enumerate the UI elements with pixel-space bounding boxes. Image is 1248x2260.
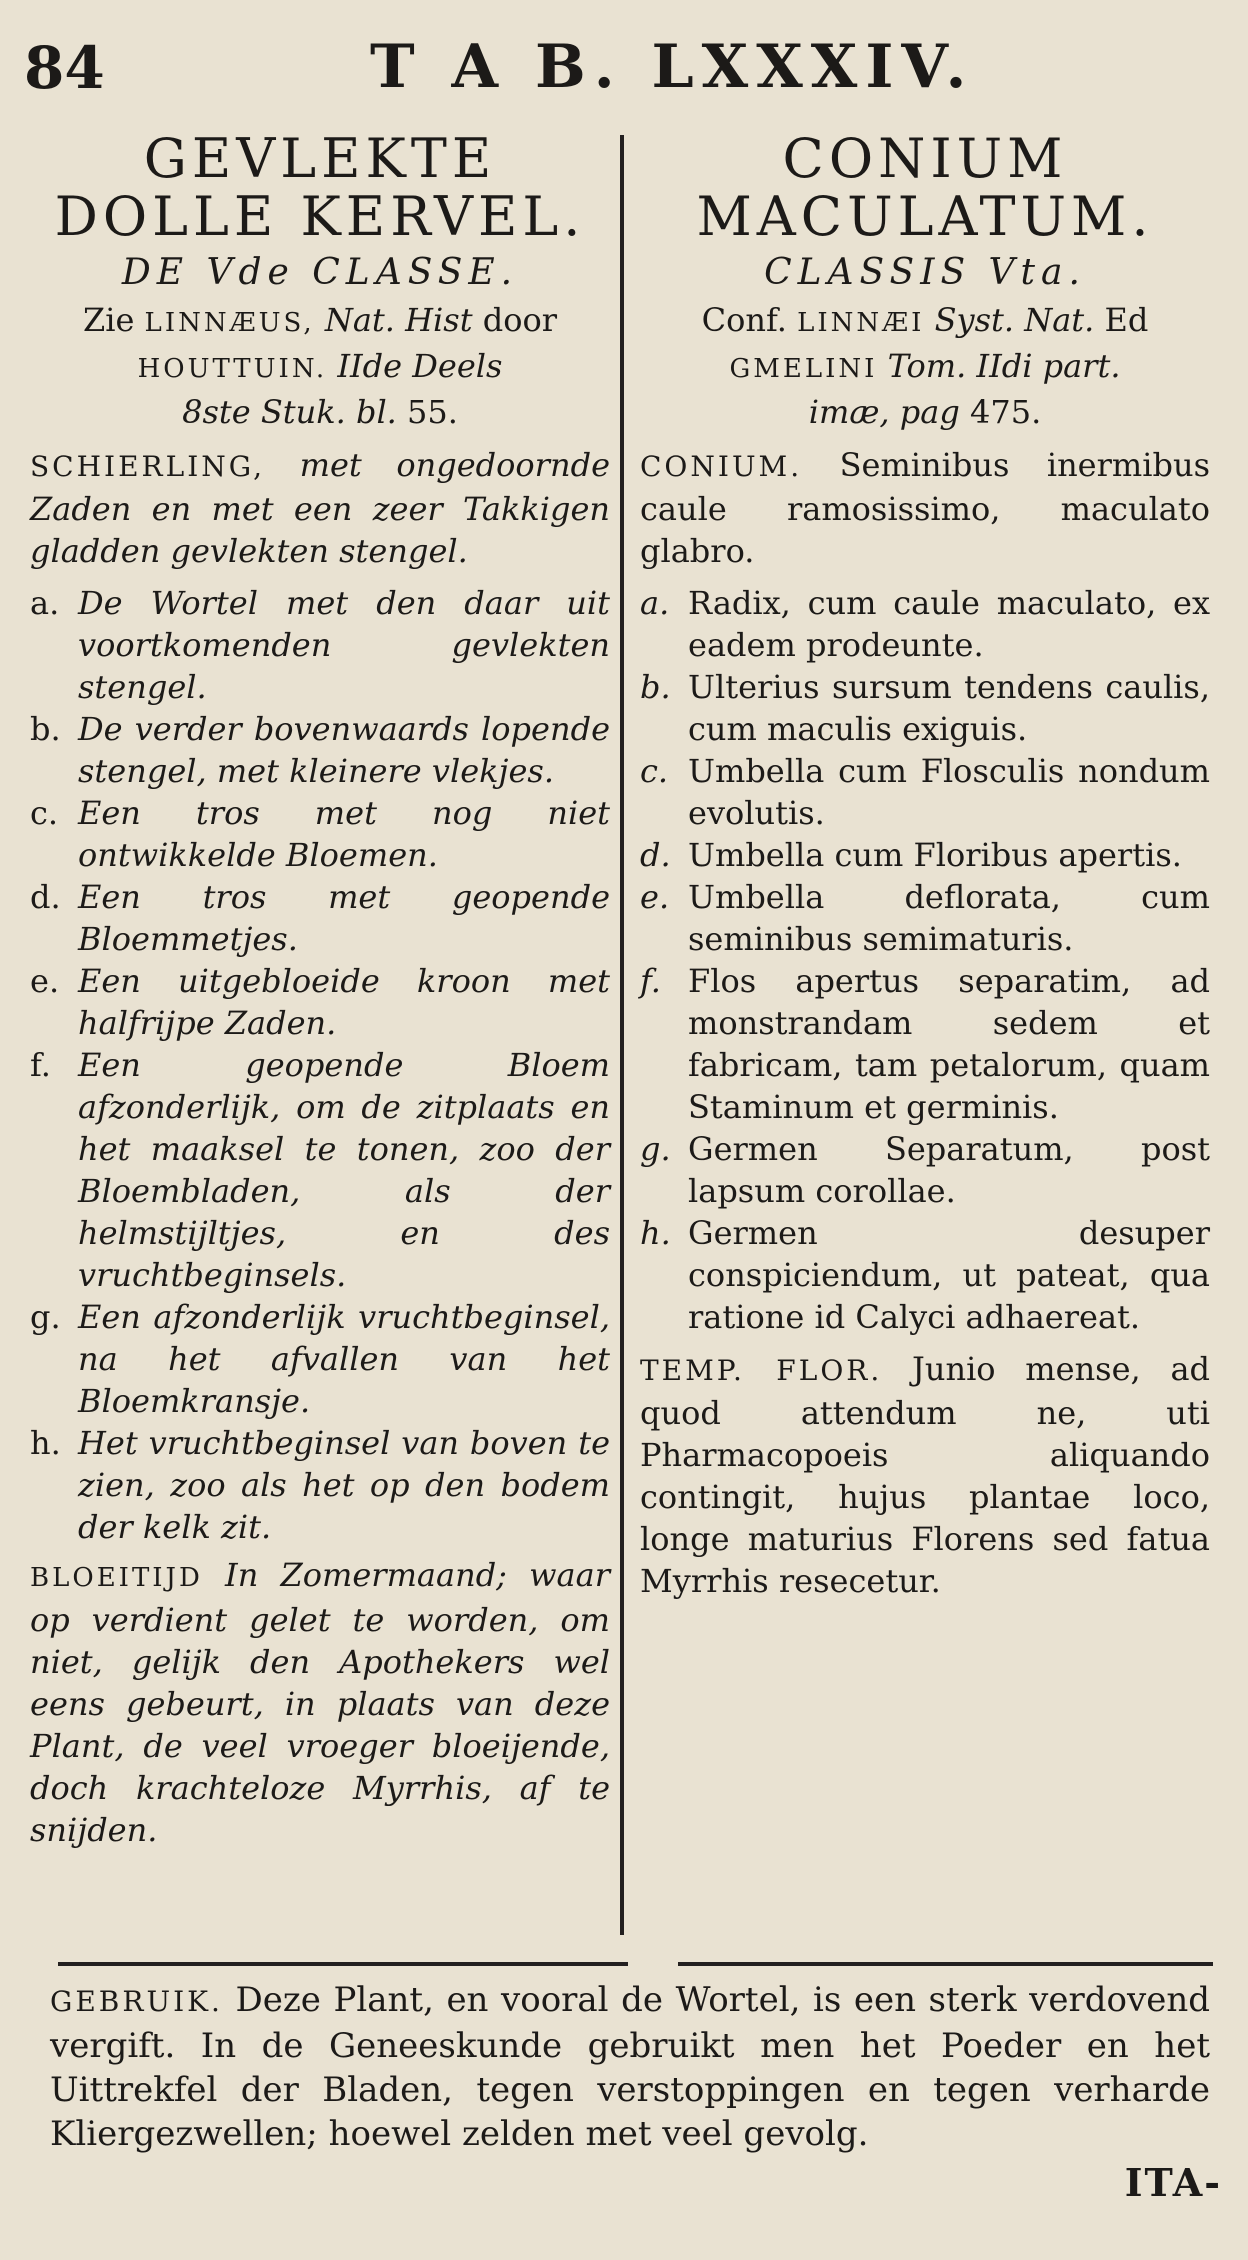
dutch-name-line1: GEVLEKTE <box>143 127 497 190</box>
ref-part: imæ, pag <box>808 393 960 431</box>
item-text: Germen Separatum, post lapsum corollae. <box>688 1130 1210 1210</box>
item-text: Umbella deflorata, cum seminibus semimaturis. <box>688 878 1210 958</box>
item-letter: c. <box>30 794 59 832</box>
list-item <box>30 1422 610 1548</box>
ref-by: door <box>482 301 558 339</box>
column-divider <box>620 135 624 1935</box>
desc-lead: SCHIERLING, <box>30 450 266 483</box>
list-item <box>30 1044 610 1296</box>
item-letter: b. <box>640 668 671 706</box>
list-item <box>640 834 1210 876</box>
latin-description <box>640 444 1210 572</box>
item-letter: c. <box>640 752 669 790</box>
item-letter: h. <box>640 1214 671 1252</box>
temp-lead: TEMP. FLOR. <box>640 1354 883 1387</box>
ref-page: 55. <box>407 393 458 431</box>
flowering-lead: BLOEITIJD <box>30 1563 203 1593</box>
latin-column <box>640 127 1211 1602</box>
usage-lead: GEBRUIK. <box>50 1985 223 2018</box>
item-letter: g. <box>30 1298 61 1336</box>
ref-pre: Conf. <box>701 301 787 339</box>
catchword: ITA- <box>1124 2160 1222 2205</box>
dutch-description <box>30 444 610 572</box>
ref-part: 8ste Stuk. bl. <box>182 393 397 431</box>
item-letter: g. <box>640 1130 671 1168</box>
list-item <box>640 666 1210 750</box>
item-text: Umbella cum Floribus apertis. <box>688 836 1182 874</box>
item-text: Germen desuper conspiciendum, ut pateat, qua ratione id Calyci adhaereat. <box>688 1214 1210 1336</box>
list-item <box>640 960 1210 1128</box>
ref-pre: Zie <box>82 301 135 339</box>
item-text: Flos apertus separatim, ad monstrandam sedem et fabricam, tam petalorum, quam Staminum et germinis. <box>688 962 1210 1126</box>
item-text: Een tros met nog niet ontwikkelde Bloemen. <box>78 794 610 874</box>
item-text: Het vruchtbeginsel van boven te zien, zoo als het op den bodem der kelk zit. <box>78 1424 610 1546</box>
ref-volume: Tom. IIdi part. <box>887 347 1121 385</box>
item-text: De Wortel met den daar uit voortkomenden gevlekten stengel. <box>78 584 610 706</box>
ref-volume: IIde Deels <box>337 347 503 385</box>
latin-name-line2: MACULATUM. <box>696 185 1154 248</box>
dutch-figure-list <box>30 582 610 1548</box>
usage-paragraph <box>50 1978 1210 2156</box>
item-letter: f. <box>30 1046 51 1084</box>
desc-text: Seminibus inermibus caule ramosissimo, maculato glabro. <box>640 446 1211 570</box>
list-item <box>30 1296 610 1422</box>
item-letter: h. <box>30 1424 61 1462</box>
plate-title: T A B. LXXXIV. <box>370 32 975 102</box>
item-text: Een tros met geopende Bloemmetjes. <box>78 878 610 958</box>
ref-page: 475. <box>969 393 1042 431</box>
section-rule-left <box>58 1962 628 1966</box>
desc-lead: CONIUM. <box>640 450 803 483</box>
list-item <box>640 876 1210 960</box>
list-item <box>30 876 610 960</box>
ref-author2: GMELINI <box>729 354 878 384</box>
item-letter: a. <box>30 584 60 622</box>
item-text: Een uitgebloeide kroon met halfrijpe Zaden. <box>78 962 610 1042</box>
flowering-time-latin <box>640 1348 1210 1602</box>
dutch-column <box>30 127 611 1851</box>
item-letter: e. <box>640 878 670 916</box>
list-item <box>30 708 610 792</box>
item-letter: f. <box>640 962 661 1000</box>
dutch-reference <box>30 299 610 434</box>
item-letter: e. <box>30 962 60 1000</box>
latin-name-line1: CONIUM <box>782 127 1068 190</box>
page-number: 84 <box>24 34 105 102</box>
item-text: De verder bovenwaards lopende stengel, met kleinere vlekjes. <box>78 710 610 790</box>
ref-author2: HOUTTUIN. <box>137 354 328 384</box>
item-text: Radix, cum caule maculato, ex eadem prodeunte. <box>688 584 1210 664</box>
ref-work: Syst. Nat. <box>934 301 1095 339</box>
item-letter: d. <box>30 878 61 916</box>
latin-reference <box>640 299 1210 434</box>
item-letter: b. <box>30 710 61 748</box>
temp-text: Junio mense, ad quod attendum ne, uti Pharmacopoeis aliquando contingit, hujus plantae loco, longe maturius Florens sed fatua Myrrhis resecetur. <box>640 1350 1211 1600</box>
ref-author: LINNÆUS, <box>144 308 315 338</box>
list-item <box>30 960 610 1044</box>
list-item <box>640 582 1210 666</box>
item-text: Ulterius sursum tendens caulis, cum maculis exiguis. <box>688 668 1210 748</box>
item-text: Umbella cum Flosculis nondum evolutis. <box>688 752 1210 832</box>
latin-class-line: CLASSIS Vta. <box>764 252 1086 293</box>
list-item <box>640 1212 1210 1338</box>
list-item <box>30 582 610 708</box>
usage-text: Deze Plant, en vooral de Wortel, is een sterk verdovend vergift. In de Geneeskunde gebruikt men het Poeder en het Uittrekfel der Bladen, tegen verstoppingen en tegen verharde Kliergezwellen; hoewel zelden met veel gevolg. <box>50 1980 1210 2154</box>
flowering-text: In Zomermaand; waar op verdient gelet te worden, om niet, gelijk den Apothekers wel eens gebeurt, in plaats van deze Plant, de veel vroeger bloeijende, doch krachteloze Myrrhis, af te snijden. <box>30 1556 611 1849</box>
dutch-name-line2: DOLLE KERVEL. <box>54 185 586 248</box>
latin-figure-list <box>640 582 1210 1338</box>
section-rule-right <box>678 1962 1213 1966</box>
item-text: Een afzonderlijk vruchtbeginsel, na het afvallen van het Bloemkransje. <box>78 1298 610 1420</box>
ref-ed: Ed <box>1104 301 1149 339</box>
list-item <box>30 792 610 876</box>
flowering-time <box>30 1554 610 1851</box>
item-letter: a. <box>640 584 670 622</box>
desc-text: met ongedoornde Zaden en met een zeer Takkigen gladden gevlekten stengel. <box>30 446 610 570</box>
item-letter: d. <box>640 836 671 874</box>
ref-author: LINNÆI <box>797 308 925 338</box>
dutch-class-line: DE Vde CLASSE. <box>121 252 519 293</box>
item-text: Een geopende Bloem afzonderlijk, om de zitplaats en het maaksel te tonen, zoo der Bloembladen, als der helmstijltjes, en des vruchtbeginsels. <box>78 1046 610 1294</box>
list-item <box>640 750 1210 834</box>
ref-work: Nat. Hist <box>324 301 473 339</box>
list-item <box>640 1128 1210 1212</box>
